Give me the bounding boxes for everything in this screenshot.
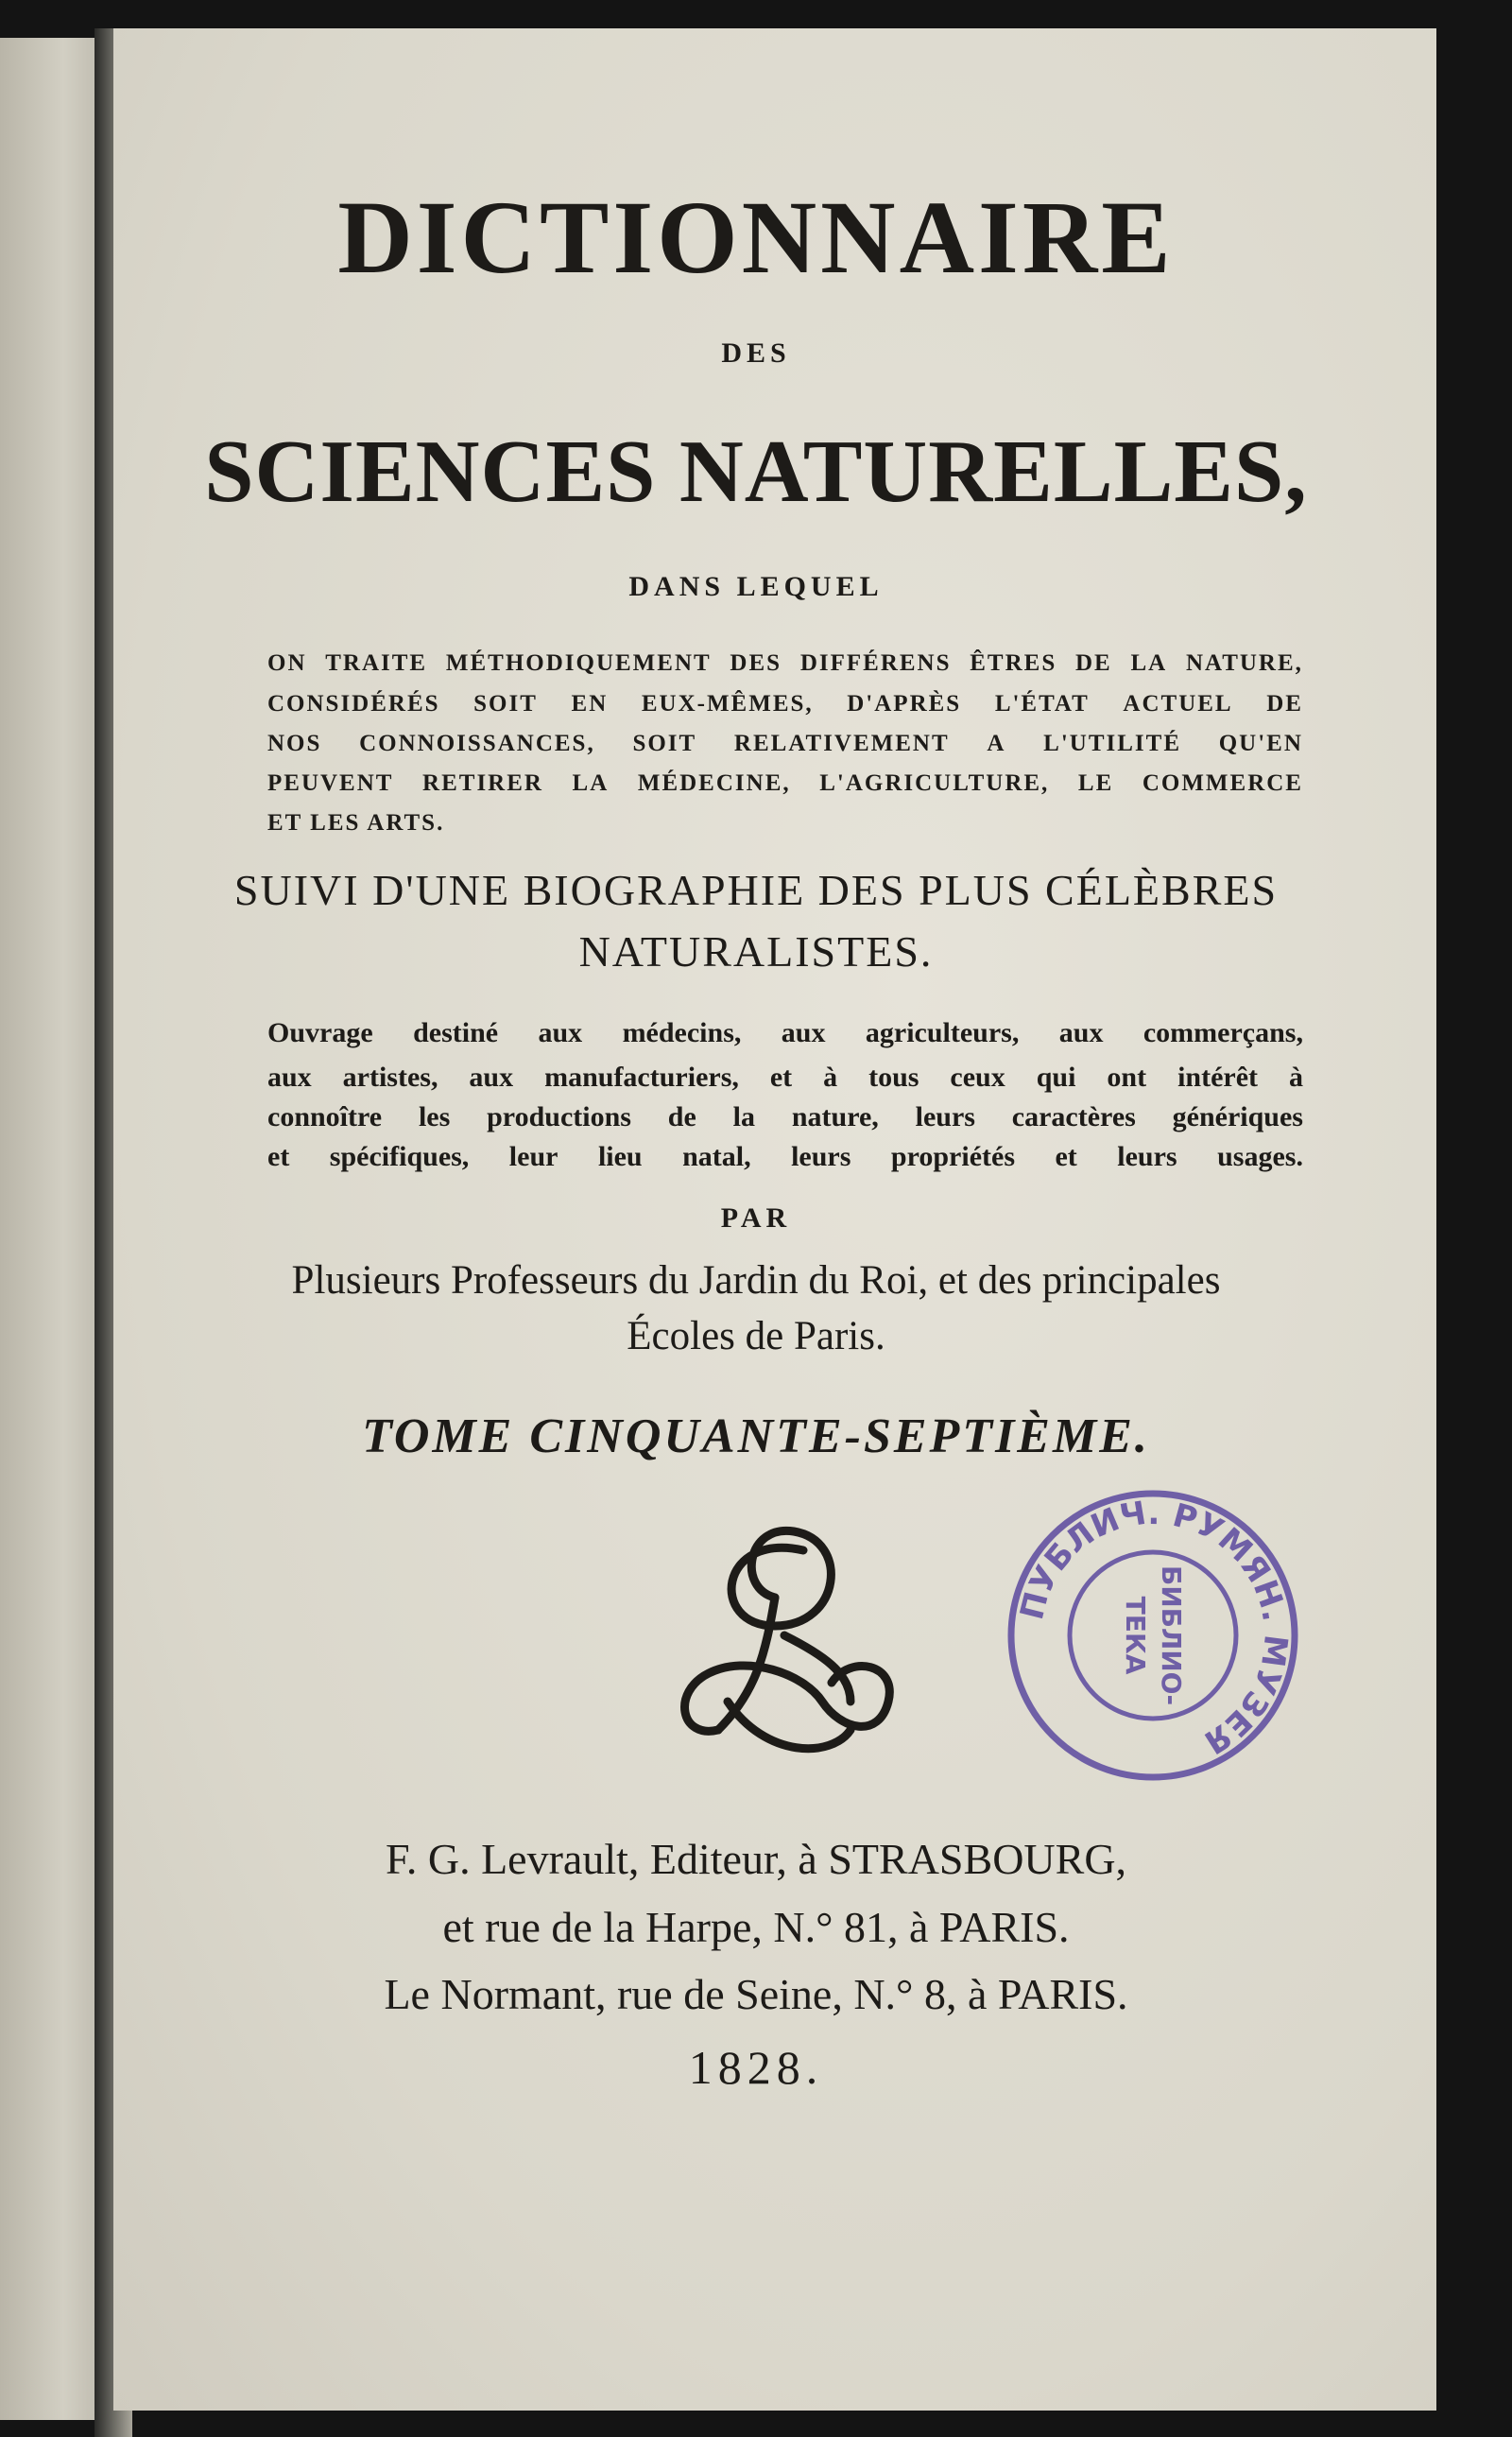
description-word: COMMERCE	[1142, 770, 1303, 796]
description-word: DE	[1074, 650, 1112, 676]
ouvrage-word: artistes,	[342, 1062, 438, 1093]
description-word: NATURE,	[1185, 650, 1303, 676]
subject-title: SCIENCES NATURELLES,	[204, 423, 1308, 521]
description-line	[267, 731, 1303, 757]
description-word: NOS	[267, 731, 322, 756]
ouvrage-word: les	[418, 1101, 451, 1132]
ouvrage-word: spécifiques,	[329, 1141, 470, 1172]
ouvrage-word: aux	[469, 1062, 514, 1093]
ouvrage-word: agriculteurs,	[865, 1017, 1020, 1048]
publisher-line-3: Le Normant, rue de Seine, N.° 8, à PARIS.	[384, 1970, 1128, 2018]
ouvrage-word: et	[267, 1141, 290, 1172]
ouvrage-word: leurs	[791, 1141, 851, 1172]
description-line	[267, 650, 1303, 677]
library-stamp-icon	[1002, 1484, 1304, 1787]
ouvrage-word: aux	[781, 1017, 826, 1048]
ouvrage-word: natal,	[682, 1141, 751, 1172]
ouvrage-line	[267, 1101, 1303, 1133]
ouvrage-word: connoître	[267, 1101, 383, 1132]
ouvrage-word: tous	[868, 1062, 919, 1093]
ouvrage-word: aux	[538, 1017, 583, 1048]
description-word: EN	[571, 691, 609, 717]
description-word: MÉTHODIQUEMENT	[445, 650, 712, 676]
description-word: RELATIVEMENT	[733, 731, 950, 756]
description-word: ÊTRES	[970, 650, 1057, 676]
ouvrage-word: commerçans,	[1143, 1017, 1303, 1048]
suivi-line-1: SUIVI D'UNE BIOGRAPHIE DES PLUS CÉLÈBRES	[233, 866, 1279, 914]
description-word: DES	[730, 650, 782, 676]
description-line	[267, 770, 1303, 797]
publication-year: 1828.	[688, 2041, 824, 2094]
ouvrage-line	[267, 1062, 1303, 1094]
stamp-center-1: БИБЛИО-	[1156, 1564, 1187, 1706]
ouvrage-word: manufacturiers,	[544, 1062, 739, 1093]
description-word: LA	[572, 770, 610, 796]
description-word: LE	[1077, 770, 1114, 796]
ouvrage-word: qui	[1036, 1062, 1076, 1093]
description-word: DIFFÉRENS	[799, 650, 952, 676]
description-word: PEUVENT	[267, 770, 394, 796]
description-word: SOIT	[473, 691, 538, 717]
ouvrage-word: aux	[1058, 1017, 1104, 1048]
ouvrage-word: usages.	[1217, 1141, 1303, 1172]
description-word: RETIRER	[422, 770, 543, 796]
description-word: TRAITE	[325, 650, 428, 676]
volume-title: TOME CINQUANTE-SEPTIÈME.	[362, 1409, 1150, 1463]
ouvrage-word: à	[823, 1062, 838, 1093]
title-des: DES	[721, 337, 791, 369]
authors-line-2: Écoles de Paris.	[627, 1314, 885, 1358]
ouvrage-line	[267, 1017, 1303, 1049]
main-title: DICTIONNAIRE	[337, 180, 1175, 295]
ouvrage-word: caractères	[1011, 1101, 1136, 1132]
printer-monogram-icon	[662, 1512, 907, 1777]
stamp-ring-text: ПУБЛИЧ. РУМЯН. МУЗЕЯ	[1013, 1494, 1295, 1761]
description-word: ACTUEL	[1123, 691, 1233, 717]
ouvrage-word: productions	[487, 1101, 631, 1132]
ouvrage-word: lieu	[597, 1141, 643, 1172]
stamp-center-2: ТЕКА	[1120, 1596, 1151, 1675]
ouvrage-word: de	[667, 1101, 696, 1132]
ouvrage-word: Ouvrage	[267, 1017, 373, 1048]
description-word: LA	[1130, 650, 1168, 676]
suivi-line-2: NATURALISTES.	[578, 927, 934, 976]
ouvrage-word: leurs	[1117, 1141, 1177, 1172]
ouvrage-word: médecins,	[622, 1017, 742, 1048]
ouvrage-word: génériques	[1172, 1101, 1303, 1132]
ouvrage-word: et	[1055, 1141, 1077, 1172]
ouvrage-word: et	[769, 1062, 793, 1093]
par-label: PAR	[720, 1202, 792, 1234]
authors-line-1: Plusieurs Professeurs du Jardin du Roi, et des principales	[291, 1258, 1221, 1303]
ouvrage-word: intérêt	[1177, 1062, 1259, 1093]
description-word: CONSIDÉRÉS	[267, 691, 440, 717]
description-word: ON	[267, 650, 307, 676]
ouvrage-word: aux	[267, 1062, 312, 1093]
description-word: A	[987, 731, 1006, 756]
publisher-line-2: et rue de la Harpe, N.° 81, à PARIS.	[442, 1903, 1070, 1951]
ouvrage-word: destiné	[413, 1017, 499, 1048]
description-word: D'APRÈS	[847, 691, 962, 717]
description-word: L'AGRICULTURE,	[819, 770, 1050, 796]
description-word: DE	[1266, 691, 1303, 717]
ouvrage-word: leurs	[915, 1101, 975, 1132]
description-word: L'ÉTAT	[994, 691, 1090, 717]
ouvrage-line	[267, 1141, 1303, 1173]
ouvrage-word: nature,	[791, 1101, 879, 1132]
description-word: CONNOISSANCES,	[359, 731, 595, 756]
ouvrage-word: à	[1288, 1062, 1303, 1093]
description-word: EUX-MÊMES,	[641, 691, 814, 717]
ouvrage-word: propriétés	[890, 1141, 1015, 1172]
description-word: QU'EN	[1218, 731, 1303, 756]
publisher-line-1: F. G. Levrault, Editeur, à STRASBOURG,	[385, 1835, 1127, 1883]
ouvrage-word: la	[732, 1101, 755, 1132]
description-word: L'UTILITÉ	[1043, 731, 1182, 756]
description-word: ET LES ARTS.	[267, 810, 445, 836]
ouvrage-word: ceux	[950, 1062, 1005, 1093]
description-word: SOIT	[632, 731, 697, 756]
description-line	[267, 691, 1303, 717]
description-word: MÉDECINE,	[637, 770, 791, 796]
ouvrage-word: leur	[508, 1141, 558, 1172]
description-line	[267, 810, 1303, 837]
dans-lequel: DANS LEQUEL	[628, 571, 884, 602]
ouvrage-word: ont	[1107, 1062, 1147, 1093]
